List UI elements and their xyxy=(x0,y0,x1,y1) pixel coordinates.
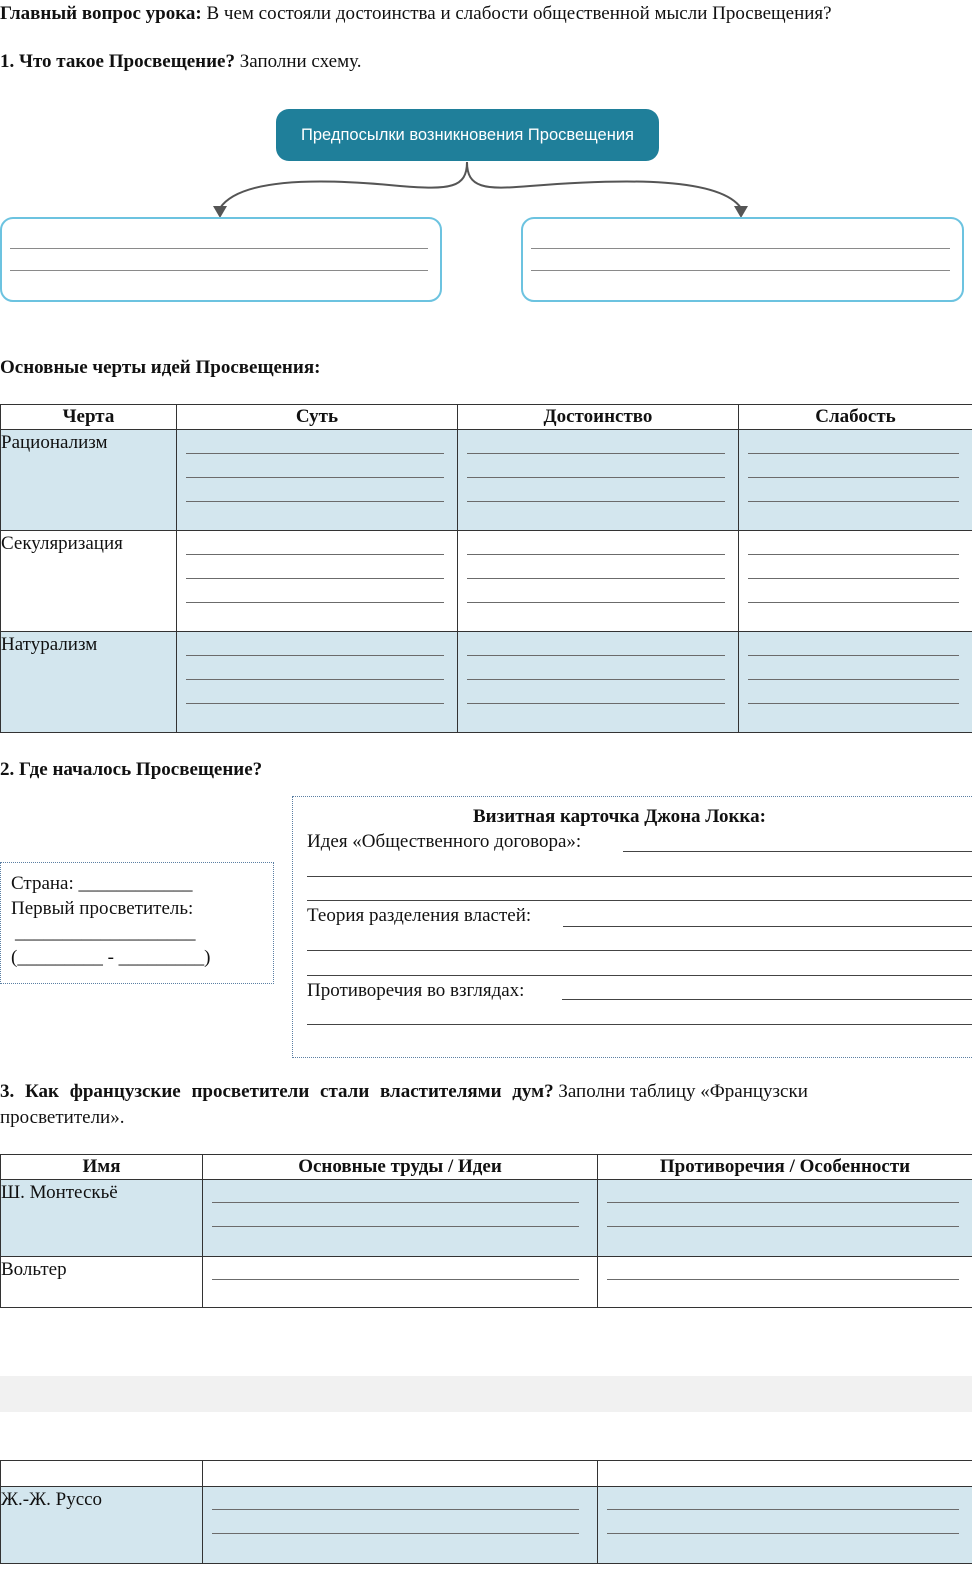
social-contract-blank[interactable] xyxy=(307,900,972,901)
row-label-secularization: Секуляризация xyxy=(1,531,177,632)
answer-cell[interactable] xyxy=(458,531,739,632)
answer-cell[interactable] xyxy=(598,1487,972,1564)
task3-text: Заполни таблицу «Французски xyxy=(553,1081,808,1102)
french-table-continued xyxy=(0,1460,972,1564)
scheme-box-right[interactable] xyxy=(521,217,964,302)
table-row xyxy=(1,1487,972,1564)
social-contract-label: Идея «Общественного договора»: xyxy=(307,831,582,852)
row-label-naturalism: Натурализм xyxy=(1,632,177,733)
empty-cell xyxy=(1,1461,203,1487)
traits-heading: Основные черты идей Просвещения: xyxy=(0,357,321,378)
contradictions-label: Противоречия во взглядах: xyxy=(307,980,525,1001)
row-label-rousseau: Ж.-Ж. Руссо xyxy=(1,1487,203,1564)
answer-cell[interactable] xyxy=(203,1180,598,1257)
task1-text: Заполни схему. xyxy=(235,51,362,72)
answer-cell[interactable] xyxy=(177,430,458,531)
col-header-merit: Достоинство xyxy=(458,405,739,430)
contradictions-blank[interactable] xyxy=(562,999,972,1000)
col-header-trait: Черта xyxy=(1,405,177,430)
empty-cell xyxy=(203,1461,598,1487)
col-header-works: Основные труды / Идеи xyxy=(203,1155,598,1180)
answer-cell[interactable] xyxy=(458,632,739,733)
country-field[interactable]: Страна: ____________ xyxy=(11,873,193,894)
page-gap xyxy=(0,1376,972,1412)
task1-label: 1. Что такое Просвещение? xyxy=(0,51,235,72)
table-row xyxy=(1,531,972,632)
main-question-text: В чем состояли достоинства и слабости общественной мысли Просвещения? xyxy=(201,3,832,24)
scheme-box-left[interactable] xyxy=(0,217,442,302)
first-enlightener-label: Первый просветитель: xyxy=(11,898,194,919)
separation-of-powers-label: Теория разделения властей: xyxy=(307,905,532,926)
first-enlightener-blank[interactable]: ___________________ xyxy=(15,922,196,943)
task3-heading xyxy=(0,1081,972,1103)
traits-table xyxy=(0,404,972,733)
table-row xyxy=(1,430,972,531)
separation-blank[interactable] xyxy=(307,975,972,976)
task2-heading: 2. Где началось Просвещение? xyxy=(0,759,263,780)
task1-heading xyxy=(0,51,361,73)
row-label-montesquieu: Ш. Монтескьё xyxy=(1,1180,203,1257)
answer-cell[interactable] xyxy=(203,1257,598,1308)
table-row xyxy=(1,1257,972,1308)
years-field[interactable]: (_________ - _________) xyxy=(11,947,211,968)
separation-blank[interactable] xyxy=(563,926,972,927)
contradictions-blank[interactable] xyxy=(307,1024,972,1025)
task3-label: 3. Как французские просветители стали властителями дум? xyxy=(0,1081,554,1102)
col-header-contradictions: Противоречия / Особенности xyxy=(598,1155,972,1180)
answer-cell[interactable] xyxy=(458,430,739,531)
table-row xyxy=(1,632,972,733)
answer-cell[interactable] xyxy=(739,430,972,531)
col-header-weakness: Слабость xyxy=(739,405,972,430)
french-table xyxy=(0,1154,972,1308)
col-header-essence: Суть xyxy=(177,405,458,430)
main-question xyxy=(0,3,832,25)
answer-cell[interactable] xyxy=(598,1180,972,1257)
social-contract-blank[interactable] xyxy=(307,876,972,877)
table-row xyxy=(1,1461,972,1487)
answer-cell[interactable] xyxy=(598,1257,972,1308)
answer-cell[interactable] xyxy=(739,531,972,632)
row-label-rationalism: Рационализм xyxy=(1,430,177,531)
separation-blank[interactable] xyxy=(307,950,972,951)
col-header-name: Имя xyxy=(1,1155,203,1180)
scheme-title: Предпосылки возникновения Просвещения xyxy=(276,109,659,161)
empty-cell xyxy=(598,1461,972,1487)
answer-cell[interactable] xyxy=(203,1487,598,1564)
answer-cell[interactable] xyxy=(177,632,458,733)
answer-cell[interactable] xyxy=(739,632,972,733)
scheme-arrows xyxy=(200,158,760,226)
row-label-voltaire: Вольтер xyxy=(1,1257,203,1308)
social-contract-blank[interactable] xyxy=(623,851,972,852)
answer-cell[interactable] xyxy=(177,531,458,632)
main-question-label: Главный вопрос урока: xyxy=(0,3,202,24)
table-row xyxy=(1,1180,972,1257)
locke-card-title: Визитная карточка Джона Локка: xyxy=(473,806,766,827)
task3-text-line2: просветители». xyxy=(0,1107,125,1128)
